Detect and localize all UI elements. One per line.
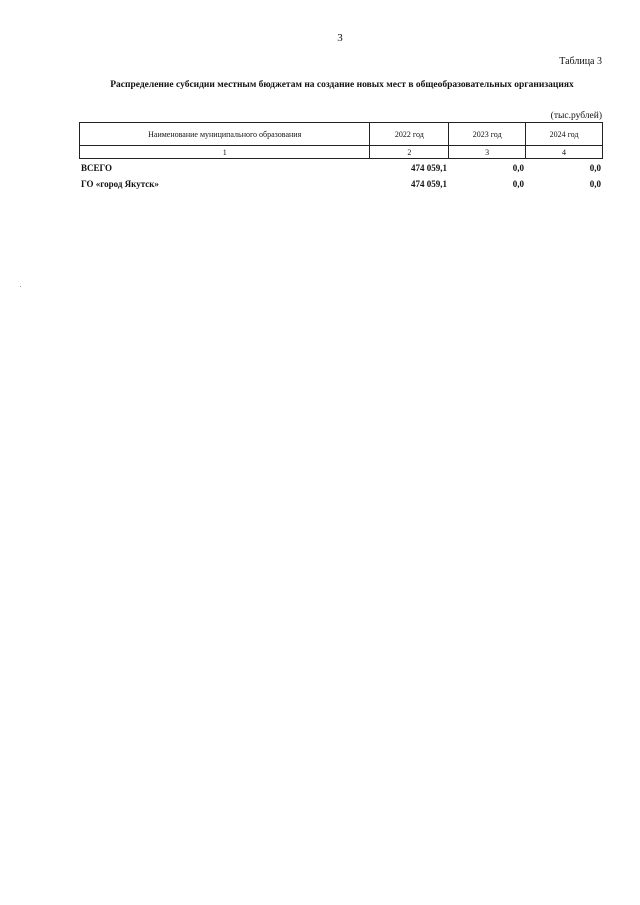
row-name: ГО «город Якутск»	[81, 179, 159, 189]
table-row-total	[79, 160, 603, 176]
row-value-2022: 474 059,1	[411, 179, 447, 189]
column-number-4: 4	[526, 146, 603, 159]
row-value-2023: 0,0	[512, 163, 524, 173]
page-number: 3	[337, 32, 343, 44]
table-label: Таблица 3	[559, 56, 602, 67]
column-header-name: Наименование муниципального образования	[80, 123, 370, 146]
table-row-yakutsk	[79, 176, 603, 192]
row-value-2023: 0,0	[512, 179, 524, 189]
row-value-2022: 474 059,1	[411, 163, 447, 173]
row-value-2024: 0,0	[589, 163, 601, 173]
table-body	[79, 160, 603, 192]
scan-speck	[20, 286, 21, 287]
column-number-2: 2	[370, 146, 449, 159]
column-header-2023: 2023 год	[449, 123, 526, 146]
column-number-3: 3	[449, 146, 526, 159]
table-header	[79, 122, 603, 159]
row-name: ВСЕГО	[81, 163, 113, 173]
document-title: Распределение субсидии местным бюджетам на создание новых мест в общеобразовательных организациях	[110, 80, 574, 90]
column-header-2024: 2024 год	[526, 123, 603, 146]
units-note: (тыс.рублей)	[550, 111, 602, 121]
column-header-2022: 2022 год	[370, 123, 449, 146]
column-number-1: 1	[80, 146, 370, 159]
row-value-2024: 0,0	[589, 179, 601, 189]
